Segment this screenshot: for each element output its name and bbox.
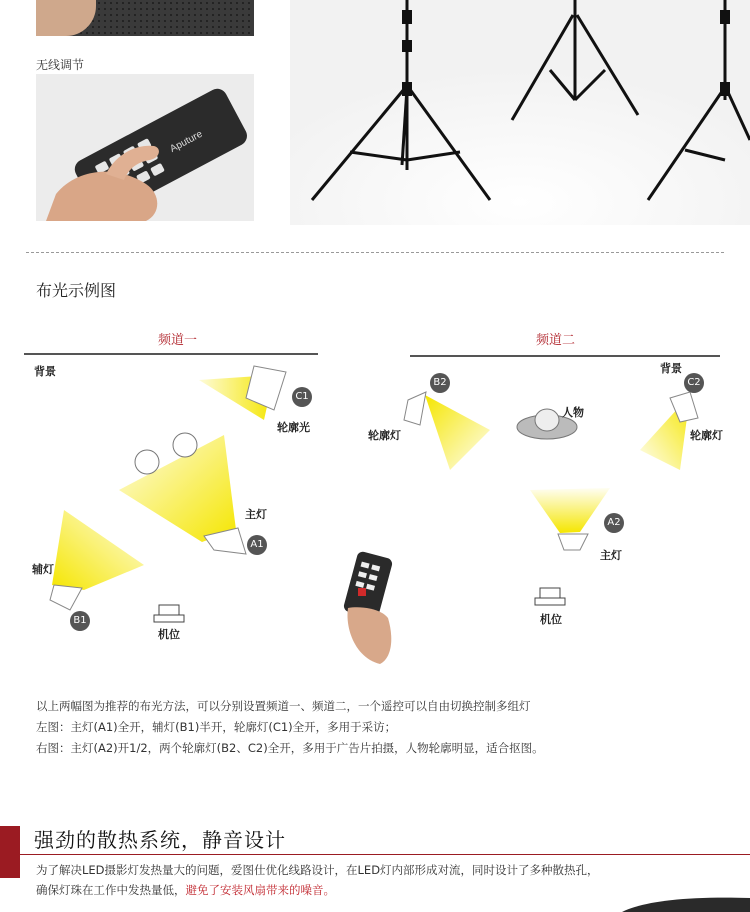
heat-section-line-2-plain: 确保灯珠在工作中发热量低， [36, 883, 186, 897]
a2-light-head [558, 534, 588, 550]
channel-one-background: 背景 [34, 365, 56, 378]
b1-beam [52, 510, 144, 590]
channel-one-camera: 机位 [158, 628, 180, 641]
a2-beam [530, 488, 610, 533]
b1-badge: B1 [70, 611, 90, 631]
heat-section-accent-bar [0, 826, 20, 878]
subject-head [535, 409, 559, 431]
channel-two-background: 背景 [660, 362, 682, 375]
b2-name: 轮廓灯 [368, 429, 401, 442]
subject-label: 人物 [562, 406, 584, 419]
description-line-3: 右图：主灯(A2)开1/2，两个轮廓灯(B2、C2)全开，多用于广告片拍摄，人物轮廓明显，适合抠图。 [36, 741, 544, 755]
a1-name: 主灯 [245, 508, 267, 521]
a2-name: 主灯 [600, 549, 622, 562]
section-divider [26, 252, 724, 253]
channel-one-diagram [24, 360, 334, 650]
channel-one-line [24, 353, 318, 355]
heat-section-line [20, 854, 750, 855]
remote-control-photo [36, 74, 254, 221]
b1-name: 辅灯 [32, 563, 54, 576]
light-stands-illustration [290, 0, 750, 225]
section-title: 布光示例图 [36, 281, 117, 300]
product-edge-illustration [612, 894, 750, 912]
b2-beam [425, 395, 490, 470]
c2-badge: C2 [684, 373, 704, 393]
light-stands-photo [290, 0, 750, 225]
heat-section-line-2 [36, 882, 335, 898]
channel-one-label: 频道一 [158, 333, 198, 348]
wireless-label: 无线调节 [36, 58, 85, 72]
description-line-1: 以上两幅图为推荐的布光方法，可以分别设置频道一、频道二，一个遥控可以自由切换控制多组灯 [36, 699, 531, 713]
b1-light-head [50, 585, 82, 610]
channel-two-label: 频道二 [536, 333, 576, 348]
channel-two-diagram [380, 370, 740, 640]
heat-section-title: 强劲的散热系统，静音设计 [34, 828, 286, 852]
c2-name: 轮廓灯 [690, 429, 723, 442]
heat-section-line-2-accent: 避免了安装风扇带来的噪音。 [185, 883, 335, 897]
channel-two-camera: 机位 [540, 613, 562, 626]
description-line-2: 左图：主灯(A1)全开，辅灯(B1)半开，轮廓灯(C1)全开，多用于采访； [36, 720, 397, 734]
channel-two-line [410, 355, 720, 357]
a1-badge: A1 [247, 535, 267, 555]
b2-light-head [404, 392, 426, 425]
c1-name: 轮廓光 [277, 421, 310, 434]
b2-badge: B2 [430, 373, 450, 393]
c1-badge: C1 [292, 387, 312, 407]
remote-brand-text: Aputure [168, 128, 205, 155]
a2-badge: A2 [604, 513, 624, 533]
heat-section-line-1: 为了解决LED摄影灯发热量大的问题，爱图仕优化线路设计，在LED灯内部形成对流，同时设计了多种散热孔， [36, 863, 599, 877]
remote-hand-illustration [36, 74, 254, 221]
